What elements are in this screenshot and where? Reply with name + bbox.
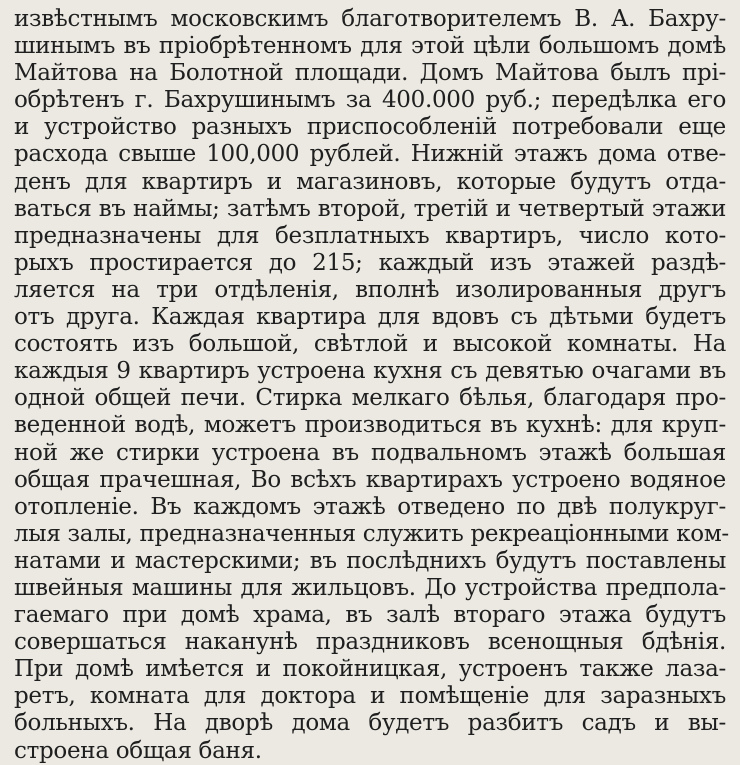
text-line: швейныя машины для жильцовъ. До устройства предпола-	[14, 574, 726, 601]
text-line: ляется на три отдѣленія, вполнѣ изолированныя другъ	[14, 276, 726, 303]
text-line: отопленіе. Въ каждомъ этажѣ отведено по двѣ полукруг-	[14, 493, 726, 520]
text-line: предназначены для безплатныхъ квартиръ, число кото-	[14, 222, 726, 249]
text-line: извѣстнымъ московскимъ благотворителемъ В. А. Бахру-	[14, 6, 726, 32]
text-line: ной же стирки устроена въ подвальномъ этажѣ большая	[14, 439, 726, 466]
text-line: гаемаго при домѣ храма, въ залѣ втораго этажа будутъ	[14, 602, 726, 629]
text-line: веденной водѣ, можетъ производиться въ кухнѣ: для круп-	[14, 412, 726, 439]
text-line: денъ для квартиръ и магазиновъ, которые будутъ отда-	[14, 168, 726, 195]
text-line: состоять изъ большой, свѣтлой и высокой комнаты. На	[14, 331, 726, 358]
text-line: лыя залы, предназначенныя служить рекреаціонными ком-	[14, 520, 729, 547]
text-line: строена общая баня.	[14, 737, 262, 764]
text-line: расхода свыше 100,000 рублей. Нижній этажъ дома отве-	[14, 141, 726, 168]
text-line: отъ друга. Каждая квартира для вдовъ съ дѣтьми будетъ	[14, 304, 726, 331]
text-line: обрѣтенъ г. Бахрушинымъ за 400.000 руб.; передѣлка его	[14, 87, 726, 114]
text-line: совершаться наканунѣ праздниковъ всенощныя бдѣнія.	[14, 629, 726, 656]
text-line: натами и мастерскими; въ послѣднихъ будутъ поставлены	[14, 547, 726, 574]
text-line: одной общей печи. Стирка мелкаго бѣлья, благодаря про-	[14, 385, 726, 412]
text-line: ретъ, комната для доктора и помѣщеніе для заразныхъ	[14, 683, 726, 710]
text-line: ваться въ наймы; затѣмъ второй, третій и четвертый этажи	[14, 195, 726, 222]
body-text	[14, 6, 729, 765]
text-line: больныхъ. На дворѣ дома будетъ разбитъ садъ и вы-	[14, 710, 726, 737]
text-line: шинымъ въ пріобрѣтенномъ для этой цѣли большомъ домѣ	[14, 33, 726, 60]
text-line: При домѣ имѣется и покойницкая, устроенъ также лаза-	[14, 656, 726, 683]
text-line: рыхъ простирается до 215; каждый изъ этажей раздѣ-	[14, 249, 726, 276]
text-line: Майтова на Болотной площади. Домъ Майтова былъ прі-	[14, 60, 726, 87]
text-line: общая прачешная, Во всѣхъ квартирахъ устроено водяное	[14, 466, 726, 493]
text-line: каждыя 9 квартиръ устроена кухня съ девятью очагами въ	[14, 358, 726, 385]
text-line: и устройство разныхъ приспособленій потребовали еще	[14, 114, 726, 141]
